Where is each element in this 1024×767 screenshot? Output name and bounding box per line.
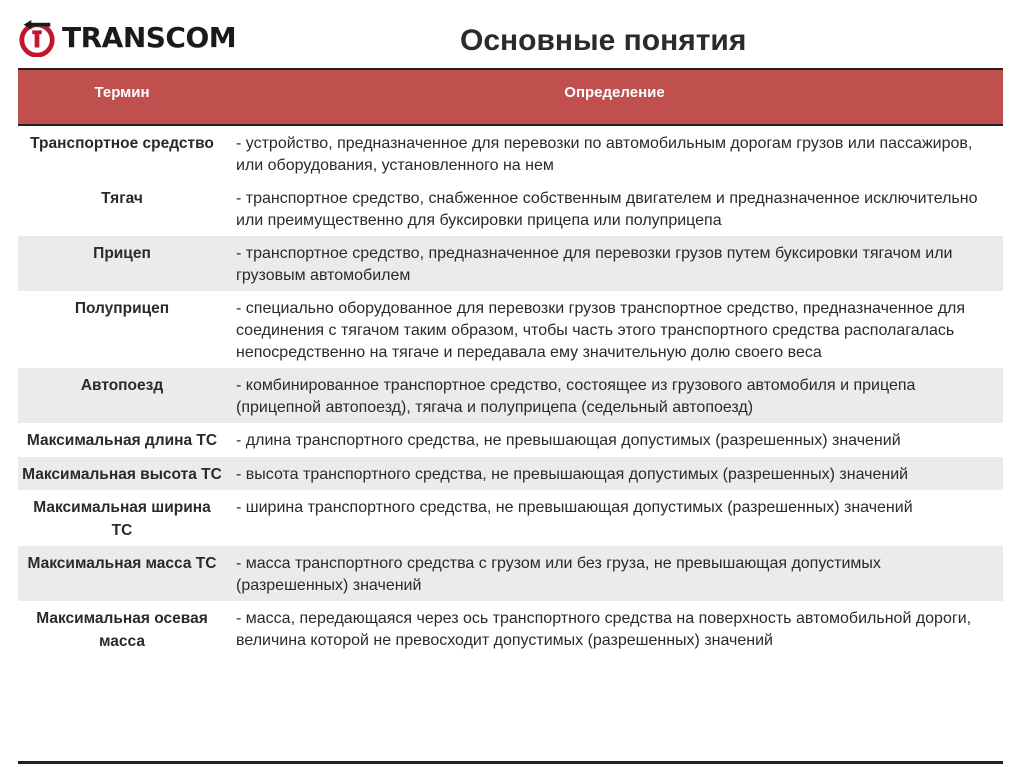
term-cell: Максимальная осевая масса: [36, 610, 208, 650]
definitions-table: [18, 68, 1003, 657]
table-bottom-border: [18, 761, 1003, 764]
table-header-row: [18, 69, 1003, 125]
table-row: [18, 291, 1003, 368]
definition-cell: - длина транспортного средства, не превышающая допустимых (разрешенных) значений: [236, 432, 901, 449]
definition-cell: - высота транспортного средства, не превышающая допустимых (разрешенных) значений: [236, 465, 909, 483]
definition-cell: - специально оборудованное для перевозки грузов транспортное средство, предназначенное для соединения с тягачом таким образом, чтобы часть этого транспортного средства располагалась непосредственно на тягаче и передавала ему значительную долю своего веса: [236, 300, 966, 361]
term-cell: Тягач: [101, 190, 143, 207]
table-row: [18, 546, 1003, 601]
term-cell: Автопоезд: [80, 377, 164, 394]
term-cell: Максимальная длина ТС: [26, 432, 218, 449]
definition-cell: - масса транспортного средства с грузом или без груза, не превышающая допустимых (разрешенных) значений: [236, 555, 881, 594]
column-header-term: Термин: [94, 83, 150, 101]
page-title: Основные понятия: [460, 24, 747, 57]
table-row: [18, 181, 1003, 236]
transcom-logo: [18, 18, 236, 58]
term-cell: Максимальная высота ТС: [22, 465, 222, 483]
definitions-table-wrapper: [18, 68, 1003, 657]
definition-cell: - транспортное средство, предназначенное для перевозки грузов путем буксировки тягачом или грузовым автомобилем: [236, 245, 953, 284]
table-row: [18, 490, 1003, 546]
table-row: [18, 423, 1003, 457]
definition-cell: - устройство, предназначенное для перевозки по автомобильным дорогам грузов или пассажиров, или оборудования, установленного на нем: [236, 135, 973, 174]
definition-cell: - комбинированное транспортное средство, состоящее из грузового автомобиля и прицепа (прицепной автопоезд), тягача и полуприцепа (седельный автопоезд): [236, 377, 916, 416]
definition-cell: - транспортное средство, снабженное собственным двигателем и предназначенное исключительно или преимущественно для буксировки прицепа или полуприцепа: [236, 190, 978, 229]
column-header-definition: Определение: [564, 83, 665, 101]
term-cell: Полуприцеп: [74, 300, 170, 317]
table-row: [18, 236, 1003, 291]
definition-cell: - масса, передающаяся через ось транспортного средства на поверхность автомобильной дороги, величина которой не превосходит допустимых (разрешенных) значений: [236, 610, 972, 649]
logo-text: TRANSCOM: [62, 21, 237, 54]
definition-cell: - ширина транспортного средства, не превышающая допустимых (разрешенных) значений: [236, 499, 913, 516]
table-row: [18, 601, 1003, 657]
table-row: [18, 125, 1003, 181]
table-row: [18, 368, 1003, 423]
term-cell: Транспортное средство: [30, 135, 214, 152]
transcom-logo-icon: [18, 19, 56, 57]
term-cell: Прицеп: [93, 245, 151, 262]
term-cell: Максимальная масса ТС: [27, 555, 217, 572]
table-row: [18, 457, 1003, 491]
term-cell: Максимальная ширина ТС: [33, 499, 211, 539]
